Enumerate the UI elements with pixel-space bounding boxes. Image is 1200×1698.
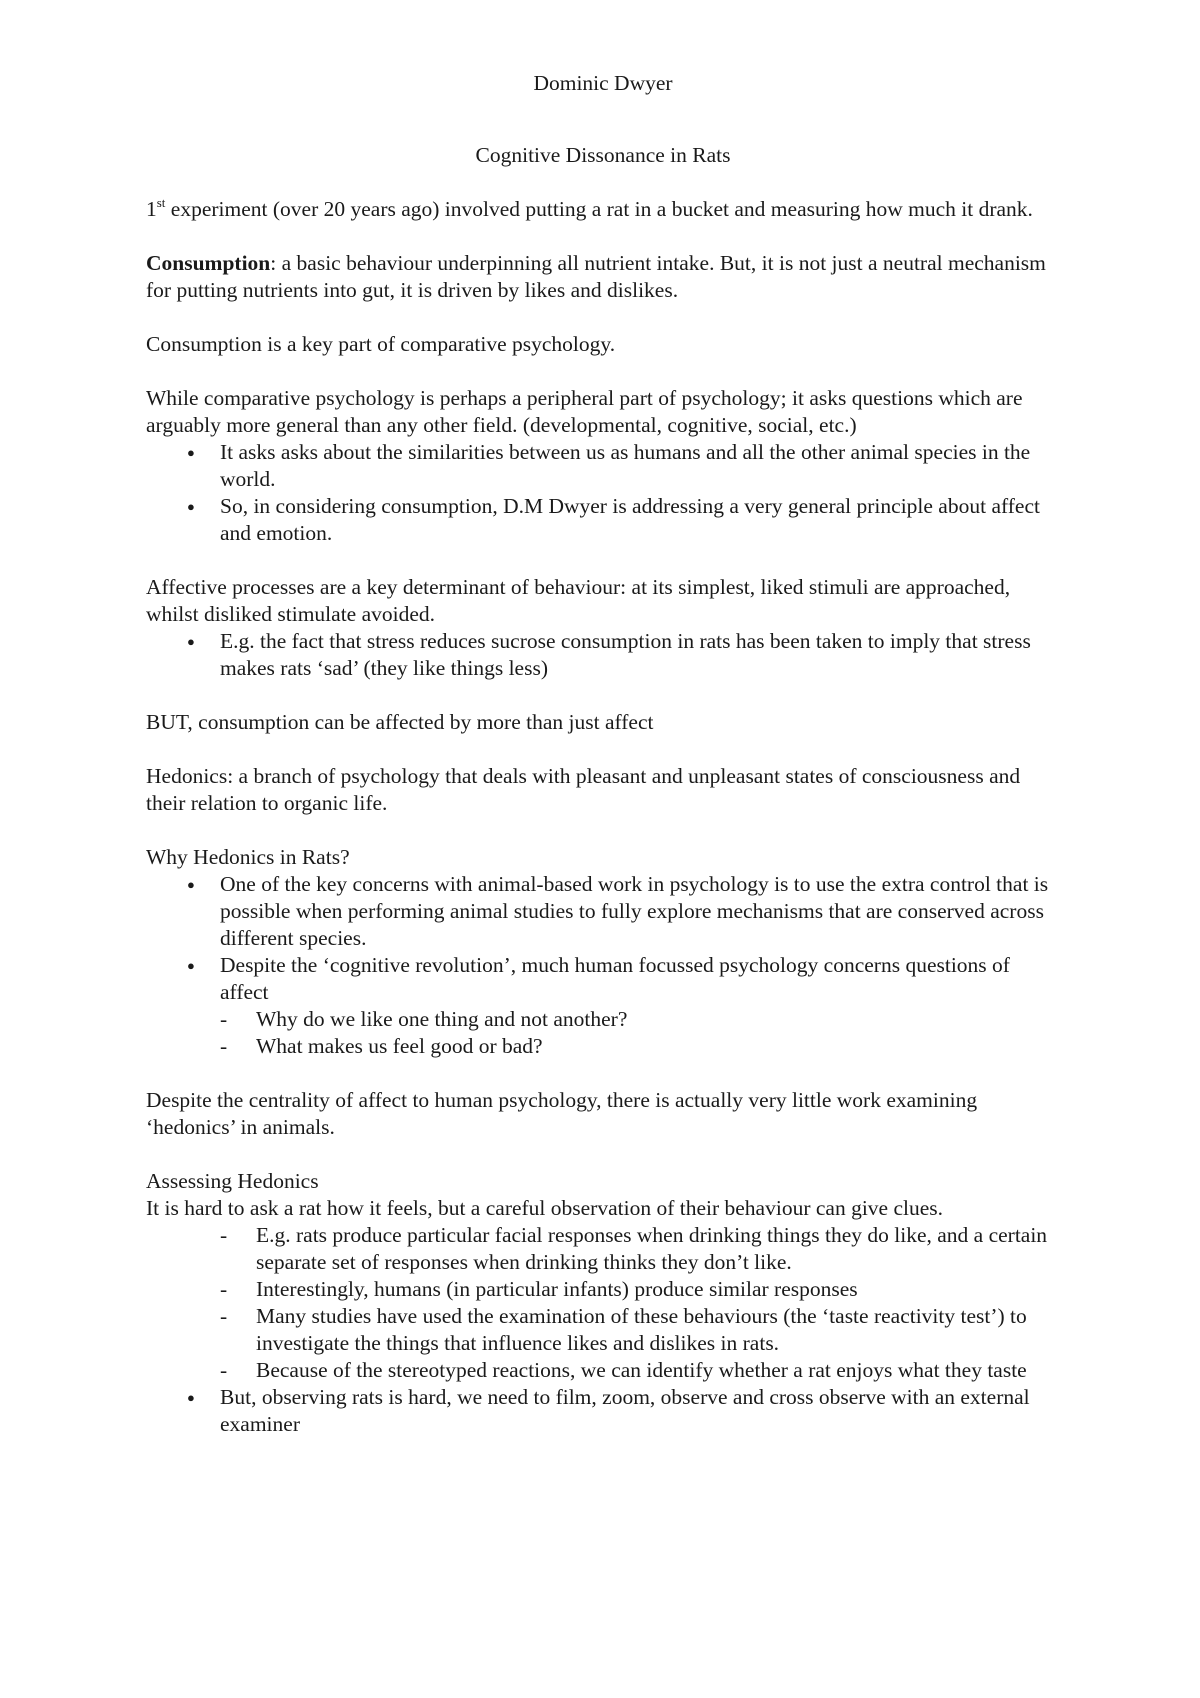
list-item: - Why do we like one thing and not another? — [256, 1006, 1060, 1033]
list-item: ● Despite the ‘cognitive revolution’, much human focussed psychology concerns questions of affect — [220, 952, 1060, 1006]
why-hedonics-heading: Why Hedonics in Rats? — [146, 845, 350, 869]
consumption-term: Consumption — [146, 251, 271, 275]
intro-ordinal-suffix: st — [156, 195, 166, 210]
but-paragraph: BUT, consumption can be affected by more than just affect — [146, 710, 654, 734]
list-item: - Many studies have used the examination of these behaviours (the ‘taste reactivity test’) to investigate the things that influence likes and dislikes in rats. — [256, 1303, 1060, 1357]
list-item: ● But, observing rats is hard, we need to film, zoom, observe and cross observe with an external examiner — [220, 1384, 1060, 1438]
assess-bullet-list — [146, 1384, 1060, 1438]
document-title: Cognitive Dissonance in Rats — [475, 143, 731, 167]
while-paragraph: While comparative psychology is perhaps a peripheral part of psychology; it asks questions which are arguably more general than any other field. (developmental, cognitive, social, etc.) — [146, 386, 1023, 437]
why-dash-list — [146, 1006, 1060, 1060]
list-item: - Because of the stereotyped reactions, we can identify whether a rat enjoys what they taste — [256, 1357, 1060, 1384]
author-name: Dominic Dwyer — [533, 71, 673, 95]
assessing-hedonics-heading: Assessing Hedonics — [146, 1169, 319, 1193]
list-item: ● E.g. the fact that stress reduces sucrose consumption in rats has been taken to imply that stress makes rats ‘sad’ (they like things less) — [220, 628, 1060, 682]
intro-text: experiment (over 20 years ago) involved putting a rat in a bucket and measuring how much it drank. — [165, 197, 1033, 221]
why-bullet-list — [146, 871, 1060, 1006]
consumption-definition — [146, 250, 1060, 304]
list-item: - E.g. rats produce particular facial responses when drinking things they do like, and a certain separate set of responses when drinking thinks they don’t like. — [256, 1222, 1060, 1276]
hedonics-paragraph: Hedonics: a branch of psychology that deals with pleasant and unpleasant states of consciousness and their relation to organic life. — [146, 764, 1021, 815]
intro-paragraph — [146, 196, 1060, 223]
assess-dash-list — [146, 1222, 1060, 1384]
assessing-intro: It is hard to ask a rat how it feels, but a careful observation of their behaviour can give clues. — [146, 1196, 944, 1220]
list-item: ● So, in considering consumption, D.M Dwyer is addressing a very general principle about affect and emotion. — [220, 493, 1060, 547]
while-bullet-list — [146, 439, 1060, 547]
list-item: ● It asks asks about the similarities between us as humans and all the other animal species in the world. — [220, 439, 1060, 493]
intro-ordinal: 1 — [146, 197, 157, 221]
list-item: - Interestingly, humans (in particular infants) produce similar responses — [256, 1276, 1060, 1303]
comparative-paragraph: Consumption is a key part of comparative psychology. — [146, 332, 616, 356]
affective-bullet-list — [146, 628, 1060, 682]
affective-paragraph: Affective processes are a key determinant of behaviour: at its simplest, liked stimuli are approached, whilst disliked stimulate avoided. — [146, 575, 1011, 626]
despite-paragraph: Despite the centrality of affect to human psychology, there is actually very little work examining ‘hedonics’ in animals. — [146, 1088, 978, 1139]
list-item: ● One of the key concerns with animal-based work in psychology is to use the extra control that is possible when performing animal studies to fully explore mechanisms that are conserved across different species. — [220, 871, 1060, 952]
consumption-definition-text: : a basic behaviour underpinning all nutrient intake. But, it is not just a neutral mechanism for putting nutrients into gut, it is driven by likes and dislikes. — [146, 251, 1046, 302]
list-item: - What makes us feel good or bad? — [256, 1033, 1060, 1060]
